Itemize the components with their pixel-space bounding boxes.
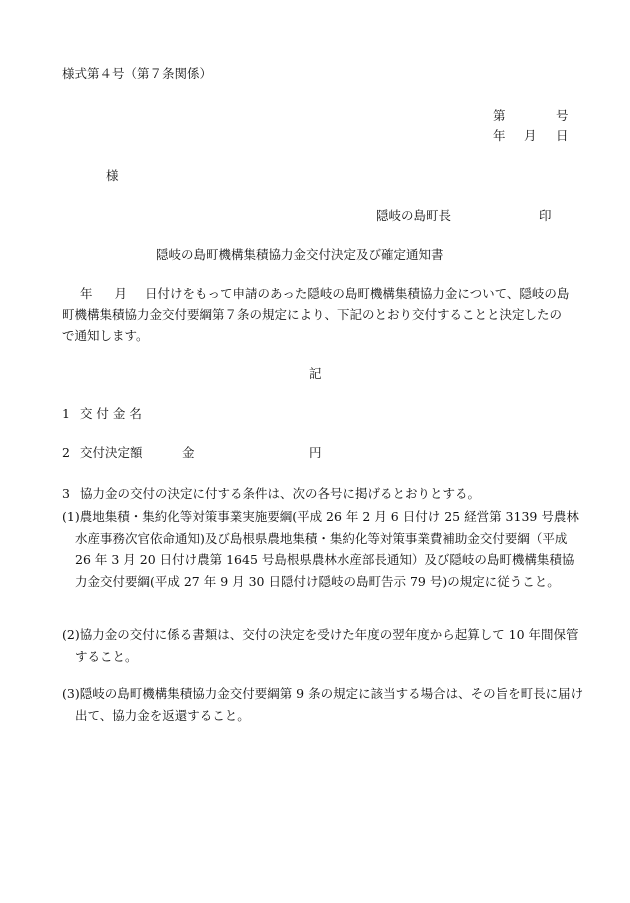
item-1 [62,406,142,421]
item-1-number: 1 [62,406,70,421]
addressee-suffix: 様 [106,168,119,183]
body-paragraph [62,283,572,346]
condition-2: (2)協力金の交付に係る書類は、交付の決定を受けた年度の翌年度から起算して 10 年間保管すること。 [62,627,579,664]
date-year: 年 [493,128,506,143]
item-2-en: 円 [309,445,322,460]
body-text: 日付けをもって申請のあった隠岐の島町機構集積協力金について、隠岐の島町機構集積協力金交付要綱第７条の規定により、下記のとおり交付することと決定したので通知します。 [62,286,570,343]
seal-mark: 印 [539,208,552,223]
form-label: 様式第４号（第７条関係） [62,66,213,81]
item-3 [62,486,480,501]
issuer-name: 隠岐の島町長 [376,208,452,223]
date-month: 月 [524,128,537,143]
doc-number-dai: 第 [493,108,506,123]
item-2-label: 交付決定額 [80,445,143,460]
date-day: 日 [556,128,569,143]
item-1-label: 交 付 金 名 [79,406,142,421]
item-3-number: 3 [62,486,70,501]
body-month: 月 [114,286,128,301]
ki-heading: 記 [309,366,322,381]
item-2-number: 2 [62,445,70,460]
condition-3: (3)隠岐の島町機構集積協力金交付要綱第 9 条の規定に該当する場合は、その旨を町長に届け出て、協力金を返還すること。 [62,686,584,723]
body-year: 年 [80,286,93,301]
doc-number-go: 号 [556,108,569,123]
item-3-label: 協力金の交付の決定に付する条件は、次の各号に掲げるとおりとする。 [79,486,480,501]
condition-1: (1)農地集積・集約化等対策事業実施要綱(平成 26 年 2 月 6 日付け 25 経営第 3139 号農林水産事務次官依命通知)及び島根県農地集積・集約化等対策事業費補助金交付要綱（平成 26 年 3 月 20 日付け農第 1645 号島根県農林水産部長通知）及び隠岐の島町機構集積協力金交付要綱(平成 27 年 9 月 30 日隠付け隠岐の島町告示 79 号)の規定に従うこと。 [62,509,579,589]
document-title: 隠岐の島町機構集積協力金交付決定及び確定通知書 [156,247,444,262]
item-2 [62,445,70,460]
item-2-kin: 金 [182,445,195,460]
